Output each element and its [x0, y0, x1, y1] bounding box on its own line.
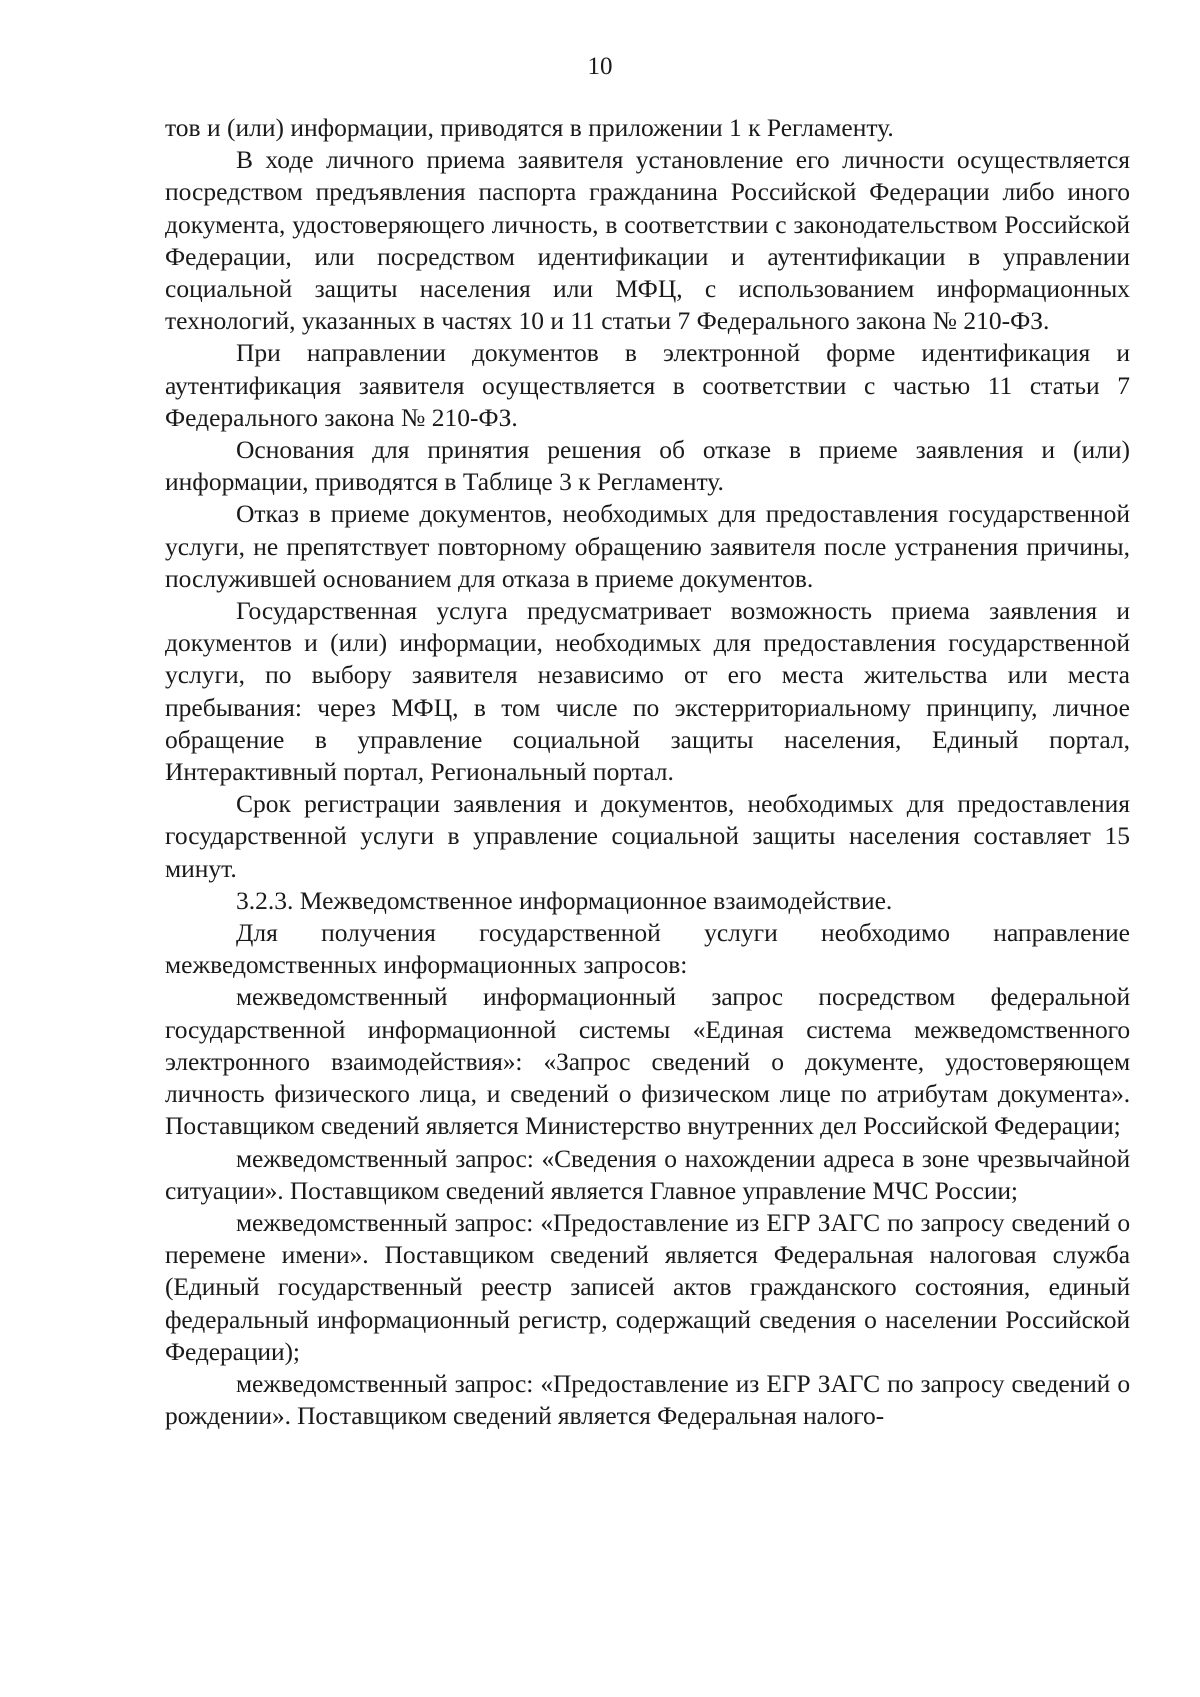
paragraph-refusal-repeat: Отказ в приеме документов, необходимых для предоставления государственной услуги, не препятствует повторному обращению заявителя после устранения причины, послужившей основанием для отказа в приеме документов.: [165, 499, 1130, 593]
list-item-request-mchs: межведомственный запрос: «Сведения о нахождении адреса в зоне чрезвычайной ситуации». Поставщиком сведений является Главное управление МЧС России;: [165, 1143, 1130, 1205]
paragraph-electronic-documents: При направлении документов в электронной форме идентификация и аутентификация заявителя осуществляется в соответствии с частью 11 статьи 7 Федерального закона № 210-ФЗ.: [165, 338, 1130, 432]
page-number: 10: [587, 53, 613, 80]
paragraph-registration-term: Срок регистрации заявления и документов, необходимых для предоставления государственной услуги в управление социальной защиты населения составляет 15 минут.: [165, 789, 1130, 883]
section-heading-3-2-3: 3.2.3. Межведомственное информационное взаимодействие.: [236, 885, 893, 915]
list-item-request-name-change: межведомственный запрос: «Предоставление из ЕГР ЗАГС по запросу сведений о перемене имени». Поставщиком сведений является Федеральная налоговая служба (Единый государственный реестр записей актов гражданского состояния, единый федеральный информационный регистр, содержащий сведения о населении Российской Федерации);: [165, 1207, 1130, 1366]
document-body: [165, 112, 1130, 1432]
paragraph-application-options: Государственная услуга предусматривает возможность приема заявления и документов и (или) информации, необходимых для предоставления государственной услуги, по выбору заявителя независимо от его места жительства или места пребывания: через МФЦ, в том числе по экстерриториальному принципу, личное обращение в управление социальной защиты населения, Единый портал, Интерактивный портал, Региональный портал.: [165, 596, 1130, 787]
paragraph-continuation: тов и (или) информации, приводятся в приложении 1 к Регламенту.: [165, 113, 894, 142]
paragraph-refusal-grounds: Основания для принятия решения об отказе в приеме заявления и (или) информации, приводятся в Таблице 3 к Регламенту.: [165, 435, 1130, 497]
list-item-request-birth: межведомственный запрос: «Предоставление из ЕГР ЗАГС по запросу сведений о рождении». Поставщиком сведений является Федеральная налого-: [165, 1368, 1130, 1431]
list-item-request-mvd: межведомственный информационный запрос посредством федеральной государственной информационной системы «Единая система межведомственного электронного взаимодействия»: «Запрос сведений о документе, удостоверяющем личность физического лица, и сведений о физическом лице по атрибутам документа». Поставщиком сведений является Министерство внутренних дел Российской Федерации;: [165, 982, 1130, 1141]
paragraph-identity-verification: В ходе личного приема заявителя установление его личности осуществляется посредством предъявления паспорта гражданина Российской Федерации либо иного документа, удостоверяющего личность, в соответствии с законодательством Российской Федерации, или посредством идентификации и аутентификации в управлении социальной защиты населения или МФЦ, с использованием информационных технологий, указанных в частях 10 и 11 статьи 7 Федерального закона № 210-ФЗ.: [165, 145, 1130, 336]
paragraph-requests-intro: Для получения государственной услуги необходимо направление межведомственных информационных запросов:: [165, 918, 1130, 980]
